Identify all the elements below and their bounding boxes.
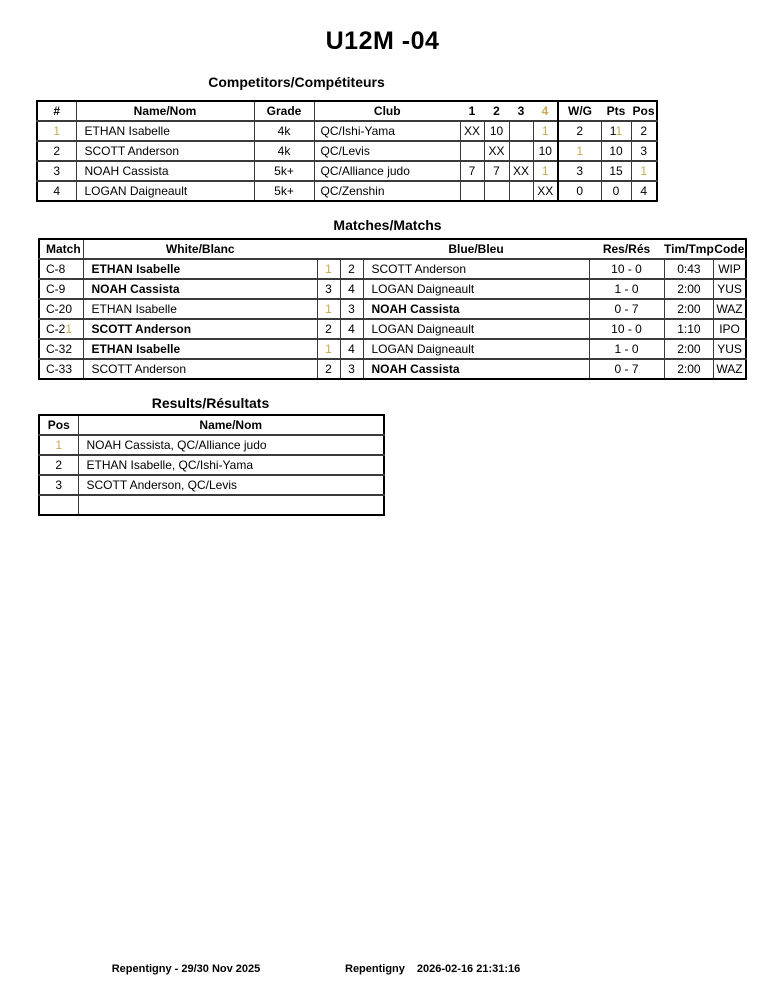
match-blue-num-cell: 4	[340, 319, 363, 339]
competitor-pos-cell: 3	[631, 141, 657, 161]
header-name: Name/Nom	[78, 415, 384, 435]
competitor-pos-cell: 2	[631, 121, 657, 141]
match-result-cell: 0 - 7	[589, 359, 664, 379]
competitor-club-cell: QC/Alliance judo	[314, 161, 460, 181]
match-white-num-cell: 2	[317, 359, 340, 379]
match-white-player-cell: ETHAN Isabelle	[83, 299, 317, 319]
match-id-cell: C-9	[39, 279, 83, 299]
match-code-cell: IPO	[714, 319, 746, 339]
competitor-pos-cell: 4	[631, 181, 657, 201]
competitor-round-4-cell: 10	[533, 141, 558, 161]
tan-value: 1	[325, 302, 332, 316]
competitor-grade-cell: 4k	[254, 141, 314, 161]
header-pts: Pts	[606, 104, 626, 118]
header-pos: Pos	[39, 415, 78, 435]
competitor-wg-cell: 3	[558, 161, 601, 181]
header-grade: Grade	[254, 101, 314, 121]
matches-table	[38, 238, 747, 380]
header-match: Match	[39, 239, 83, 259]
result-name-cell	[78, 495, 384, 515]
match-blue-player-cell: LOGAN Daigneault	[363, 279, 589, 299]
results-table	[38, 414, 385, 516]
match-row	[39, 279, 746, 299]
matches-header-row	[39, 239, 746, 259]
competitor-round-4-cell	[533, 121, 558, 141]
result-row	[39, 455, 384, 475]
tan-value: 1	[55, 438, 63, 452]
match-id-cell: C-20	[39, 299, 83, 319]
header-round-2: 2	[493, 104, 500, 118]
match-blue-player-cell: SCOTT Anderson	[363, 259, 589, 279]
match-white-num-cell: 3	[317, 279, 340, 299]
competitor-name-cell: ETHAN Isabelle	[76, 121, 254, 141]
match-white-num-cell	[317, 339, 340, 359]
competitor-round-4-cell	[533, 161, 558, 181]
competitors-section-title: Competitors/Compétiteurs	[208, 74, 385, 90]
footer-venue: Repentigny	[345, 963, 405, 975]
match-result-cell: 10 - 0	[589, 319, 664, 339]
results-table-body	[39, 415, 384, 515]
match-white-player-cell: NOAH Cassista	[83, 279, 317, 299]
competitor-grade-cell: 4k	[254, 121, 314, 141]
tan-value: 1	[576, 144, 584, 158]
competitor-round-2-cell: XX	[484, 141, 509, 161]
footer-print-info	[345, 963, 532, 975]
header-white: White/Blanc	[83, 239, 317, 259]
competitor-round-3-cell	[509, 181, 533, 201]
competitor-round-2-cell	[484, 181, 509, 201]
tan-value: 1	[65, 322, 73, 336]
header-name: Name/Nom	[76, 101, 254, 121]
competitor-round-1-cell	[460, 181, 484, 201]
competitor-pts-cell: 11	[601, 121, 631, 141]
match-code-cell: YUS	[714, 339, 746, 359]
match-result-cell: 10 - 0	[589, 259, 664, 279]
match-white-player-cell: SCOTT Anderson	[83, 319, 317, 339]
match-time-cell: 2:00	[664, 359, 714, 379]
competitor-row	[37, 121, 657, 141]
competitor-round-4-cell: XX	[533, 181, 558, 201]
competitor-grade-cell: 5k+	[254, 181, 314, 201]
header-tim: Tim/Tmp	[664, 242, 714, 256]
matches-table-body	[39, 239, 746, 379]
match-code-cell: WIP	[714, 259, 746, 279]
competitor-pts-cell: 10	[601, 141, 631, 161]
tan-value: 1	[325, 342, 332, 356]
competitor-pts-cell: 0	[601, 181, 631, 201]
match-row	[39, 319, 746, 339]
footer-event-date: Repentigny - 29/30 Nov 2025	[111, 963, 261, 975]
match-white-player-cell: ETHAN Isabelle	[83, 339, 317, 359]
match-blue-num-cell: 2	[340, 259, 363, 279]
competitor-round-3-cell: XX	[509, 161, 533, 181]
competitor-num-cell: 3	[37, 161, 76, 181]
result-name-cell: SCOTT Anderson, QC/Levis	[78, 475, 384, 495]
match-blue-player-cell: NOAH Cassista	[363, 299, 589, 319]
match-blue-num-cell: 4	[340, 339, 363, 359]
header-num: #	[37, 101, 76, 121]
results-section-title: Results/Résultats	[151, 395, 270, 411]
tan-value: 1	[53, 124, 61, 138]
competitor-round-3-cell	[509, 121, 533, 141]
match-white-player-cell: ETHAN Isabelle	[83, 259, 317, 279]
header-white-num	[317, 239, 340, 259]
competitor-club-cell: QC/Ishi-Yama	[314, 121, 460, 141]
match-result-cell: 1 - 0	[589, 279, 664, 299]
match-blue-player-cell: LOGAN Daigneault	[363, 339, 589, 359]
header-code: Code	[714, 242, 745, 256]
competitor-row	[37, 161, 657, 181]
match-id-cell: C-33	[39, 359, 83, 379]
competitor-name-cell: NOAH Cassista	[76, 161, 254, 181]
competitor-round-2-cell: 7	[484, 161, 509, 181]
header-round-3: 3	[517, 104, 525, 118]
header-blue-num	[340, 239, 363, 259]
competitors-table	[36, 100, 658, 202]
matches-section-title: Matches/Matchs	[333, 217, 442, 233]
match-blue-player-cell: NOAH Cassista	[363, 359, 589, 379]
competitor-num-cell	[37, 121, 76, 141]
match-result-cell: 0 - 7	[589, 299, 664, 319]
competitor-round-3-cell	[509, 141, 533, 161]
competitor-club-cell: QC/Zenshin	[314, 181, 460, 201]
results-header-row	[39, 415, 384, 435]
competitor-round-1-cell: XX	[460, 121, 484, 141]
result-row	[39, 495, 384, 515]
header-pos: Pos	[632, 104, 655, 118]
header-club: Club	[314, 101, 460, 121]
match-white-num-cell	[317, 299, 340, 319]
competitor-wg-cell	[558, 141, 601, 161]
tan-value: 1	[640, 164, 648, 178]
match-row	[39, 299, 746, 319]
match-blue-player-cell: LOGAN Daigneault	[363, 319, 589, 339]
competitors-header-row	[37, 101, 657, 121]
match-result-cell: 1 - 0	[589, 339, 664, 359]
match-row	[39, 339, 746, 359]
competitor-pts-cell: 15	[601, 161, 631, 181]
tan-value: 4	[541, 104, 549, 118]
match-blue-num-cell: 3	[340, 359, 363, 379]
competitor-pos-cell	[631, 161, 657, 181]
competitor-wg-cell: 2	[558, 121, 601, 141]
result-pos-cell	[39, 435, 78, 455]
result-row	[39, 475, 384, 495]
competitor-row	[37, 141, 657, 161]
competitor-round-1-cell: 7	[460, 161, 484, 181]
header-round-4	[533, 101, 558, 121]
competitor-round-1-cell	[460, 141, 484, 161]
match-id-cell: C-8	[39, 259, 83, 279]
competitor-num-cell: 4	[37, 181, 76, 201]
match-time-cell: 2:00	[664, 339, 714, 359]
match-row	[39, 359, 746, 379]
result-row	[39, 435, 384, 455]
match-row	[39, 259, 746, 279]
header-blue: Blue/Bleu	[448, 242, 504, 256]
competitor-grade-cell: 5k+	[254, 161, 314, 181]
competitor-wg-cell: 0	[558, 181, 601, 201]
match-time-cell: 1:10	[664, 319, 714, 339]
match-code-cell: WAZ	[714, 359, 746, 379]
footer-datetime: 2026-02-16 21:31:16	[416, 963, 521, 975]
competitor-row	[37, 181, 657, 201]
match-time-cell: 0:43	[664, 259, 714, 279]
competitor-name-cell: SCOTT Anderson	[76, 141, 254, 161]
match-id-cell: C-32	[39, 339, 83, 359]
competitor-num-cell: 2	[37, 141, 76, 161]
competitor-club-cell: QC/Levis	[314, 141, 460, 161]
competitor-name-cell: LOGAN Daigneault	[76, 181, 254, 201]
tan-value: 1	[615, 124, 623, 138]
result-pos-cell	[39, 495, 78, 515]
result-name-cell: NOAH Cassista, QC/Alliance judo	[78, 435, 384, 455]
header-wg: W/G	[558, 101, 601, 121]
result-pos-cell: 2	[39, 455, 78, 475]
match-blue-num-cell: 3	[340, 299, 363, 319]
match-time-cell: 2:00	[664, 279, 714, 299]
header-round-1: 1	[468, 104, 476, 118]
match-blue-num-cell: 4	[340, 279, 363, 299]
match-white-num-cell	[317, 259, 340, 279]
result-name-cell: ETHAN Isabelle, QC/Ishi-Yama	[78, 455, 384, 475]
tan-value: 1	[325, 262, 332, 276]
match-white-num-cell: 2	[317, 319, 340, 339]
page-title: U12M -04	[325, 27, 440, 55]
match-time-cell: 2:00	[664, 299, 714, 319]
tan-value: 1	[541, 164, 549, 178]
match-code-cell: YUS	[714, 279, 746, 299]
match-id-cell: C-21	[39, 319, 83, 339]
tan-value: 1	[541, 124, 549, 138]
competitors-table-body	[37, 101, 657, 201]
header-res: Res/Rés	[602, 242, 651, 256]
match-code-cell: WAZ	[714, 299, 746, 319]
competitor-round-2-cell: 10	[484, 121, 509, 141]
result-pos-cell: 3	[39, 475, 78, 495]
match-white-player-cell: SCOTT Anderson	[83, 359, 317, 379]
